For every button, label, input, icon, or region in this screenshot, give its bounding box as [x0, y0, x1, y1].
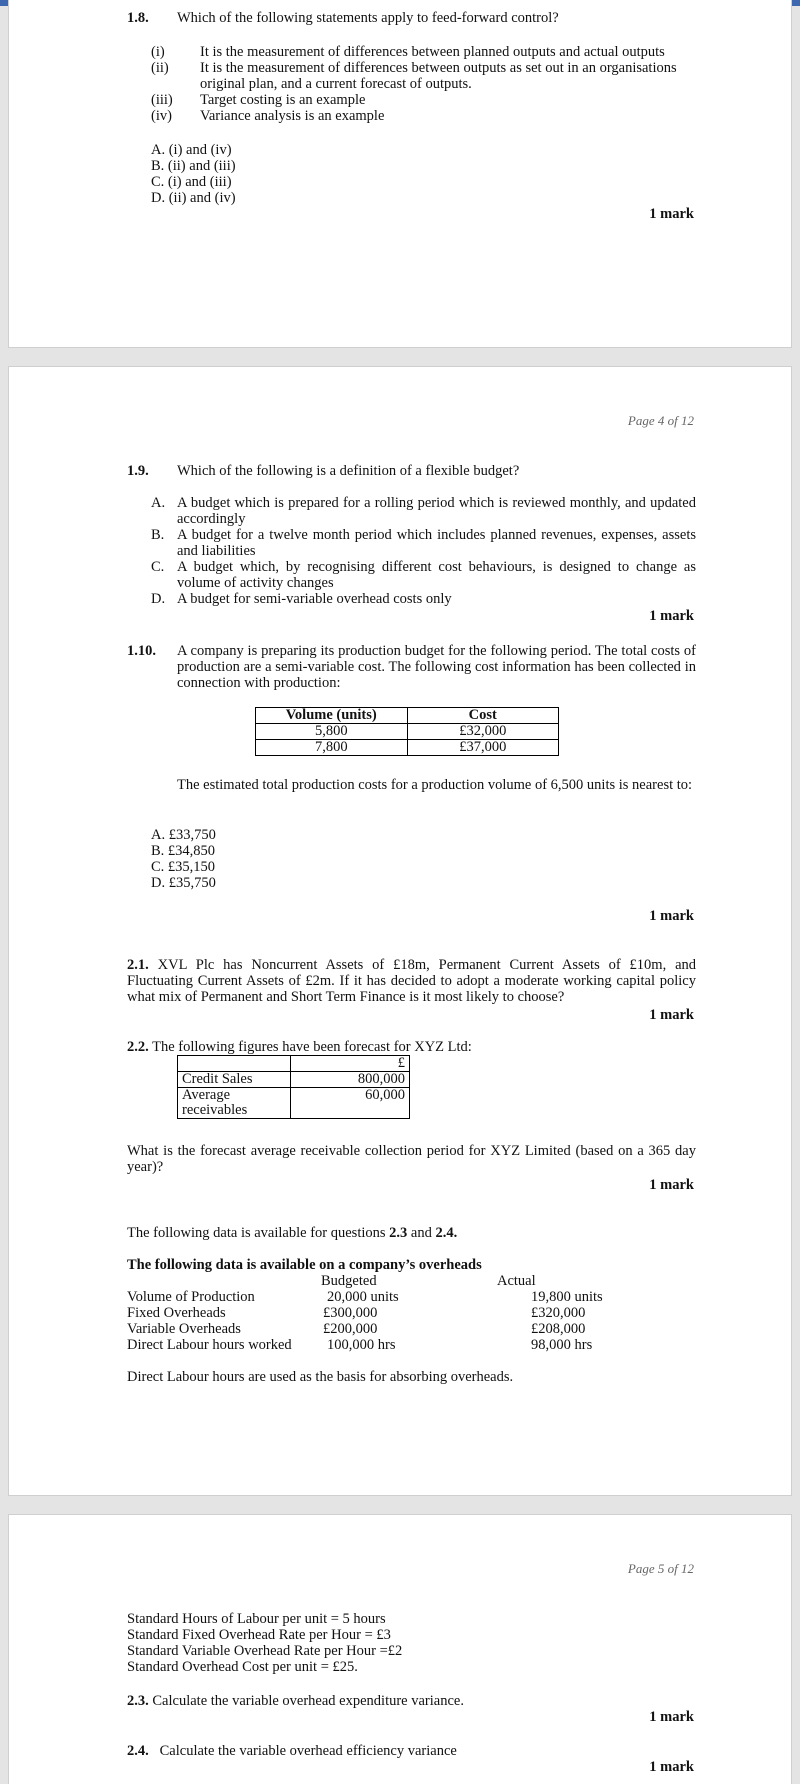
question-2-2-intro	[127, 1039, 472, 1055]
table-header: Cost	[407, 708, 559, 724]
table-cell: £32,000	[407, 724, 559, 740]
data-intro-text: and	[407, 1225, 436, 1241]
question-text: The estimated total production costs for a production volume of 6,500 units is nearest to:	[177, 777, 693, 793]
statement-roman: (iii)	[151, 92, 173, 108]
table-cell: 5,800	[256, 724, 408, 740]
question-2-3	[127, 1693, 464, 1709]
table-cell: 7,800	[256, 740, 408, 756]
answer-option: C. (i) and (iii)	[151, 174, 232, 190]
mark-label: 1 mark	[649, 608, 694, 624]
column-header-actual: Actual	[497, 1273, 536, 1289]
option-text: A budget for semi-variable overhead costs only	[177, 591, 452, 607]
option-letter: B.	[151, 527, 165, 543]
option-text: A budget for a twelve month period which includes planned revenues, expenses, assets and liabilities	[177, 527, 696, 559]
table-row	[178, 1072, 410, 1088]
row-actual: 19,800 units	[531, 1289, 603, 1305]
row-label: Volume of Production	[127, 1289, 255, 1305]
answer-option: B. £34,850	[151, 843, 216, 859]
table-cell: 800,000	[291, 1072, 410, 1088]
question-text: Which of the following statements apply to feed-forward control?	[177, 10, 559, 26]
question-text: Calculate the variable overhead efficiency variance	[159, 1743, 457, 1759]
table-header-row	[256, 708, 559, 724]
row-actual: £320,000	[531, 1305, 586, 1321]
table-row	[256, 724, 559, 740]
column-header-budgeted: Budgeted	[321, 1273, 377, 1289]
mark-label: 1 mark	[649, 1709, 694, 1725]
question-text: What is the forecast average receivable collection period for XYZ Limited (based on a 365 day year)?	[127, 1143, 696, 1175]
mark-label: 1 mark	[649, 1007, 694, 1023]
receivables-table	[177, 1055, 410, 1119]
option-letter: C.	[151, 559, 165, 575]
question-intro: A company is preparing its production budget for the following period. The total costs of production are a semi-variable cost. The following cost information has been collected in connection with production:	[177, 643, 696, 691]
statement-text: Variance analysis is an example	[200, 108, 385, 124]
statement-text: Target costing is an example	[200, 92, 366, 108]
table-row	[178, 1088, 410, 1119]
cost-table	[255, 707, 559, 756]
standard-line: Standard Fixed Overhead Rate per Hour = £3	[127, 1627, 391, 1643]
standard-line: Standard Variable Overhead Rate per Hour =£2	[127, 1643, 403, 1659]
question-number: 1.9.	[127, 463, 149, 479]
answer-option: A. (i) and (iv)	[151, 142, 232, 158]
page-number: Page 4 of 12	[627, 413, 694, 428]
table-cell: Credit Sales	[178, 1072, 291, 1088]
document-page-4	[8, 366, 792, 1496]
option-text: A budget which is prepared for a rolling period which is reviewed monthly, and updated accordingly	[177, 495, 696, 527]
option-letter: D.	[151, 591, 166, 607]
question-text: Calculate the variable overhead expenditure variance.	[152, 1693, 464, 1709]
page-number: Page 5 of 12	[627, 1561, 694, 1576]
answer-option: C. £35,150	[151, 859, 216, 875]
statement-roman: (iv)	[151, 108, 172, 124]
statement-text: It is the measurement of differences between planned outputs and actual outputs	[200, 44, 665, 60]
table-cell	[178, 1056, 291, 1072]
row-actual: 98,000 hrs	[531, 1337, 593, 1353]
answer-option: B. (ii) and (iii)	[151, 158, 236, 174]
option-letter: A.	[151, 495, 166, 511]
table-row	[256, 740, 559, 756]
document-page-3-bottom	[8, 0, 792, 348]
data-intro-question-ref: 2.3	[389, 1225, 408, 1241]
absorption-note: Direct Labour hours are used as the basis for absorbing overheads.	[127, 1369, 514, 1385]
overheads-heading: The following data is available on a company’s overheads	[127, 1257, 482, 1273]
row-label: Direct Labour hours worked	[127, 1337, 292, 1353]
row-budgeted: 20,000 units	[327, 1289, 399, 1305]
option-text: A budget which, by recognising different cost behaviours, is designed to change as volume of activity changes	[177, 559, 696, 591]
mark-label: 1 mark	[649, 908, 694, 924]
mark-label: 1 mark	[649, 1759, 694, 1775]
mark-label: 1 mark	[649, 1177, 694, 1193]
row-budgeted: 100,000 hrs	[327, 1337, 396, 1353]
row-label: Variable Overheads	[127, 1321, 241, 1337]
table-header: Volume (units)	[256, 708, 408, 724]
question-2-1	[127, 957, 696, 1005]
answer-option: D. £35,750	[151, 875, 216, 891]
document-page-5	[8, 1514, 792, 1784]
table-header-row	[178, 1056, 410, 1072]
statement-text-cont: original plan, and a current forecast of outputs.	[200, 76, 472, 92]
data-intro	[127, 1225, 457, 1241]
statement-text: It is the measurement of differences between outputs as set out in an organisations	[200, 60, 677, 76]
question-number: 2.2.	[127, 1039, 149, 1055]
question-number: 1.8.	[127, 10, 149, 26]
table-cell: £37,000	[407, 740, 559, 756]
row-label: Fixed Overheads	[127, 1305, 226, 1321]
mark-label: 1 mark	[649, 206, 694, 222]
table-cell: 60,000	[291, 1088, 410, 1119]
row-budgeted: £200,000	[323, 1321, 378, 1337]
question-intro: The following figures have been forecast for XYZ Ltd:	[152, 1039, 472, 1055]
question-number: 2.1.	[127, 957, 149, 973]
currency-header: £	[291, 1056, 410, 1072]
answer-option: A. £33,750	[151, 827, 216, 843]
data-intro-question-ref: 2.4.	[435, 1225, 458, 1241]
data-intro-text: The following data is available for questions	[127, 1225, 390, 1241]
statement-roman: (i)	[151, 44, 165, 60]
standard-line: Standard Hours of Labour per unit = 5 hours	[127, 1611, 386, 1627]
question-text: Which of the following is a definition of a flexible budget?	[177, 463, 520, 479]
row-actual: £208,000	[531, 1321, 586, 1337]
question-2-4	[127, 1743, 457, 1759]
table-cell: Average receivables	[178, 1088, 291, 1119]
question-number: 2.4.	[127, 1743, 149, 1759]
question-number: 1.10.	[127, 643, 156, 659]
row-budgeted: £300,000	[323, 1305, 378, 1321]
statement-roman: (ii)	[151, 60, 169, 76]
standard-line: Standard Overhead Cost per unit = £25.	[127, 1659, 358, 1675]
question-text: XVL Plc has Noncurrent Assets of £18m, Permanent Current Assets of £10m, and Fluctuating Current Assets of £2m. If it has decided to adopt a moderate working capital policy what mix of Permanent and Short Term Finance is it most likely to choose?	[127, 957, 697, 1005]
answer-option: D. (ii) and (iv)	[151, 190, 236, 206]
question-number: 2.3.	[127, 1693, 149, 1709]
